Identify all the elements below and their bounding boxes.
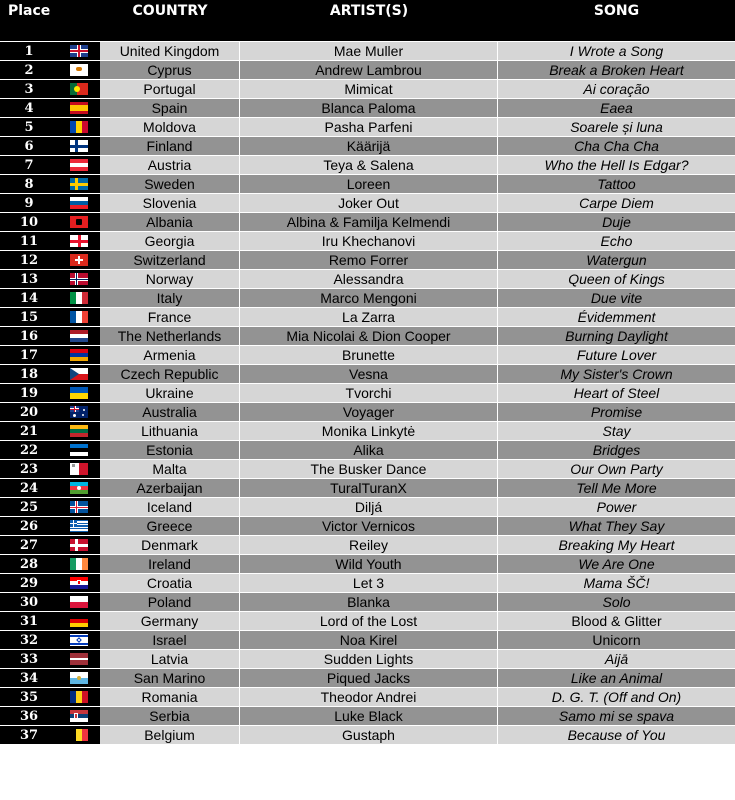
- song-cell: Bridges: [592, 442, 641, 458]
- flag-denmark-icon: [70, 539, 88, 551]
- place-cell: 13: [0, 270, 58, 288]
- place-cell: 30: [0, 593, 58, 611]
- flag-cell: [58, 137, 100, 155]
- flag-uk-icon: [70, 45, 88, 57]
- artist-cell: Loreen: [240, 175, 498, 193]
- table-row: [0, 269, 735, 288]
- flag-portugal-icon: [70, 83, 88, 95]
- place-cell: 23: [0, 460, 58, 478]
- flag-poland-icon: [70, 596, 88, 608]
- table-row: [0, 174, 735, 193]
- country-cell: Germany: [100, 612, 240, 630]
- place-cell: 6: [0, 137, 58, 155]
- table-row: [0, 193, 735, 212]
- song-cell: Like an Animal: [570, 670, 663, 686]
- flag-cell: [58, 346, 100, 364]
- artist-cell: Andrew Lambrou: [240, 61, 498, 79]
- artist-cell: Joker Out: [240, 194, 498, 212]
- song-cell: My Sister's Crown: [560, 366, 673, 382]
- flag-switzerland-icon: [70, 254, 88, 266]
- table-row: [0, 421, 735, 440]
- flag-azerbaijan-icon: [70, 482, 88, 494]
- header-song: SONG: [593, 3, 640, 19]
- flag-cell: [58, 61, 100, 79]
- table-row: [0, 725, 735, 744]
- song-cell: Who the Hell Is Edgar?: [544, 157, 689, 173]
- flag-cell: [58, 156, 100, 174]
- flag-cell: [58, 422, 100, 440]
- flag-sweden-icon: [70, 178, 88, 190]
- table-row: [0, 611, 735, 630]
- artist-cell: Iru Khechanovi: [240, 232, 498, 250]
- flag-romania-icon: [70, 691, 88, 703]
- artist-cell: Lord of the Lost: [240, 612, 498, 630]
- flag-cell: [58, 251, 100, 269]
- table-row: [0, 630, 735, 649]
- place-cell: 17: [0, 346, 58, 364]
- header-flag: [58, 0, 100, 22]
- song-cell: Mama ŠČ!: [583, 575, 650, 591]
- artist-cell: The Busker Dance: [240, 460, 498, 478]
- artist-cell: Monika Linkytė: [240, 422, 498, 440]
- place-cell: 37: [0, 726, 58, 744]
- table-row: [0, 41, 735, 60]
- flag-serbia-icon: [70, 710, 88, 722]
- table-row: [0, 706, 735, 725]
- artist-cell: Victor Vernicos: [240, 517, 498, 535]
- country-cell: Slovenia: [100, 194, 240, 212]
- artist-cell: Mia Nicolai & Dion Cooper: [240, 327, 498, 345]
- flag-israel-icon: [70, 634, 88, 646]
- flag-cell: [58, 289, 100, 307]
- flag-cell: [58, 42, 100, 60]
- header-country: COUNTRY: [132, 3, 208, 19]
- table-row: [0, 554, 735, 573]
- flag-san-marino-icon: [70, 672, 88, 684]
- table-row: [0, 231, 735, 250]
- artist-cell: Sudden Lights: [240, 650, 498, 668]
- artist-cell: Voyager: [240, 403, 498, 421]
- flag-cell: [58, 80, 100, 98]
- song-cell: Because of You: [567, 727, 666, 743]
- song-cell: Eaea: [600, 100, 633, 116]
- flag-cell: [58, 327, 100, 345]
- artist-cell: Noa Kirel: [240, 631, 498, 649]
- flag-cell: [58, 650, 100, 668]
- table-row: [0, 573, 735, 592]
- flag-italy-icon: [70, 292, 88, 304]
- flag-cell: [58, 403, 100, 421]
- place-cell: 9: [0, 194, 58, 212]
- table-body: [0, 41, 735, 744]
- table-row: [0, 155, 735, 174]
- place-cell: 2: [0, 61, 58, 79]
- table-row: [0, 402, 735, 421]
- place-cell: 34: [0, 669, 58, 687]
- place-cell: 4: [0, 99, 58, 117]
- country-cell: Croatia: [100, 574, 240, 592]
- country-cell: France: [100, 308, 240, 326]
- song-cell: Carpe Diem: [579, 195, 654, 211]
- song-cell: Echo: [600, 233, 633, 249]
- flag-cell: [58, 232, 100, 250]
- table-row: [0, 440, 735, 459]
- artist-cell: TuralTuranX: [240, 479, 498, 497]
- flag-cell: [58, 118, 100, 136]
- place-cell: 25: [0, 498, 58, 516]
- song-cell: Tattoo: [597, 176, 636, 192]
- song-cell: Break a Broken Heart: [549, 62, 684, 78]
- country-cell: Belgium: [100, 726, 240, 744]
- header-artists: ARTIST(S): [329, 3, 409, 19]
- flag-armenia-icon: [70, 349, 88, 361]
- place-cell: 16: [0, 327, 58, 345]
- place-cell: 11: [0, 232, 58, 250]
- artist-cell: Reiley: [240, 536, 498, 554]
- song-cell: Blood & Glitter: [571, 613, 662, 629]
- flag-lithuania-icon: [70, 425, 88, 437]
- table-row: [0, 345, 735, 364]
- flag-finland-icon: [70, 140, 88, 152]
- place-cell: 1: [0, 42, 58, 60]
- table-row: [0, 516, 735, 535]
- flag-ukraine-icon: [70, 387, 88, 399]
- flag-ireland-icon: [70, 558, 88, 570]
- table-row: [0, 326, 735, 345]
- artist-cell: Remo Forrer: [240, 251, 498, 269]
- flag-austria-icon: [70, 159, 88, 171]
- country-cell: Estonia: [100, 441, 240, 459]
- table-row: [0, 307, 735, 326]
- flag-cell: [58, 574, 100, 592]
- country-cell: Malta: [100, 460, 240, 478]
- country-cell: San Marino: [100, 669, 240, 687]
- flag-croatia-icon: [70, 577, 88, 589]
- song-cell: Breaking My Heart: [558, 537, 675, 553]
- country-cell: United Kingdom: [100, 42, 240, 60]
- table-row: [0, 98, 735, 117]
- artist-cell: Wild Youth: [240, 555, 498, 573]
- country-cell: Lithuania: [100, 422, 240, 440]
- flag-czech-icon: [70, 368, 88, 380]
- artist-cell: Luke Black: [240, 707, 498, 725]
- country-cell: Iceland: [100, 498, 240, 516]
- table-row: [0, 250, 735, 269]
- flag-cell: [58, 270, 100, 288]
- flag-cell: [58, 555, 100, 573]
- table-row: [0, 497, 735, 516]
- flag-cell: [58, 384, 100, 402]
- flag-belgium-icon: [70, 729, 88, 741]
- flag-australia-icon: [70, 406, 88, 418]
- flag-cell: [58, 669, 100, 687]
- place-cell: 33: [0, 650, 58, 668]
- place-cell: 27: [0, 536, 58, 554]
- country-cell: Israel: [100, 631, 240, 649]
- place-cell: 36: [0, 707, 58, 725]
- country-cell: Georgia: [100, 232, 240, 250]
- country-cell: Sweden: [100, 175, 240, 193]
- place-cell: 7: [0, 156, 58, 174]
- flag-cell: [58, 707, 100, 725]
- country-cell: The Netherlands: [100, 327, 240, 345]
- place-cell: 18: [0, 365, 58, 383]
- artist-cell: Piqued Jacks: [240, 669, 498, 687]
- flag-cell: [58, 213, 100, 231]
- place-cell: 28: [0, 555, 58, 573]
- country-cell: Romania: [100, 688, 240, 706]
- country-cell: Ireland: [100, 555, 240, 573]
- artist-cell: Marco Mengoni: [240, 289, 498, 307]
- flag-cell: [58, 517, 100, 535]
- place-cell: 8: [0, 175, 58, 193]
- flag-cell: [58, 479, 100, 497]
- song-cell: I Wrote a Song: [569, 43, 664, 59]
- place-cell: 26: [0, 517, 58, 535]
- song-cell: Aijā: [604, 651, 629, 667]
- country-cell: Spain: [100, 99, 240, 117]
- artist-cell: Teya & Salena: [240, 156, 498, 174]
- artist-cell: Gustaph: [240, 726, 498, 744]
- flag-norway-icon: [70, 273, 88, 285]
- artist-cell: Brunette: [240, 346, 498, 364]
- country-cell: Serbia: [100, 707, 240, 725]
- flag-cell: [58, 688, 100, 706]
- country-cell: Australia: [100, 403, 240, 421]
- artist-cell: Let 3: [240, 574, 498, 592]
- artist-cell: Mimicat: [240, 80, 498, 98]
- artist-cell: Albina & Familja Kelmendi: [240, 213, 498, 231]
- artist-cell: Theodor Andrei: [240, 688, 498, 706]
- song-cell: Ai coração: [583, 81, 650, 97]
- header-spacer: [0, 22, 735, 41]
- country-cell: Albania: [100, 213, 240, 231]
- flag-estonia-icon: [70, 444, 88, 456]
- place-cell: 15: [0, 308, 58, 326]
- table-row: [0, 478, 735, 497]
- flag-cell: [58, 441, 100, 459]
- table-row: [0, 535, 735, 554]
- song-cell: Unicorn: [592, 632, 641, 648]
- table-row: [0, 687, 735, 706]
- flag-iceland-icon: [70, 501, 88, 513]
- country-cell: Ukraine: [100, 384, 240, 402]
- table-row: [0, 79, 735, 98]
- artist-cell: Blanca Paloma: [240, 99, 498, 117]
- song-cell: Future Lover: [576, 347, 657, 363]
- table-row: [0, 60, 735, 79]
- song-cell: Promise: [590, 404, 643, 420]
- flag-cell: [58, 498, 100, 516]
- song-cell: Our Own Party: [570, 461, 663, 477]
- table-row: [0, 364, 735, 383]
- header-place: Place: [8, 3, 51, 19]
- song-cell: Évidemment: [577, 309, 656, 325]
- flag-cell: [58, 593, 100, 611]
- table-row: [0, 649, 735, 668]
- place-cell: 12: [0, 251, 58, 269]
- flag-georgia-icon: [70, 235, 88, 247]
- song-cell: Burning Daylight: [565, 328, 668, 344]
- song-cell: D. G. T. (Off and On): [551, 689, 682, 705]
- table-row: [0, 288, 735, 307]
- country-cell: Switzerland: [100, 251, 240, 269]
- country-cell: Azerbaijan: [100, 479, 240, 497]
- flag-malta-icon: [70, 463, 88, 475]
- country-cell: Denmark: [100, 536, 240, 554]
- place-cell: 14: [0, 289, 58, 307]
- place-cell: 22: [0, 441, 58, 459]
- table-row: [0, 117, 735, 136]
- country-cell: Greece: [100, 517, 240, 535]
- song-cell: Samo mi se spava: [558, 708, 675, 724]
- place-cell: 5: [0, 118, 58, 136]
- artist-cell: Alika: [240, 441, 498, 459]
- table-row: [0, 459, 735, 478]
- flag-latvia-icon: [70, 653, 88, 665]
- country-cell: Moldova: [100, 118, 240, 136]
- flag-cell: [58, 175, 100, 193]
- song-cell: What They Say: [568, 518, 665, 534]
- artist-cell: Mae Muller: [240, 42, 498, 60]
- artist-cell: Blanka: [240, 593, 498, 611]
- place-cell: 29: [0, 574, 58, 592]
- flag-germany-icon: [70, 615, 88, 627]
- artist-cell: La Zarra: [240, 308, 498, 326]
- song-cell: Soarele și luna: [570, 119, 663, 135]
- flag-france-icon: [70, 311, 88, 323]
- country-cell: Italy: [100, 289, 240, 307]
- country-cell: Czech Republic: [100, 365, 240, 383]
- artist-cell: Vesna: [240, 365, 498, 383]
- place-cell: 10: [0, 213, 58, 231]
- flag-cyprus-icon: [70, 64, 88, 76]
- place-cell: 32: [0, 631, 58, 649]
- table-row: [0, 668, 735, 687]
- table-row: [0, 592, 735, 611]
- country-cell: Armenia: [100, 346, 240, 364]
- place-cell: 3: [0, 80, 58, 98]
- flag-slovenia-icon: [70, 197, 88, 209]
- country-cell: Austria: [100, 156, 240, 174]
- artist-cell: Käärijä: [240, 137, 498, 155]
- song-cell: Due vite: [590, 290, 643, 306]
- table-row: [0, 212, 735, 231]
- place-cell: 19: [0, 384, 58, 402]
- flag-cell: [58, 612, 100, 630]
- country-cell: Norway: [100, 270, 240, 288]
- artist-cell: Pasha Parfeni: [240, 118, 498, 136]
- flag-greece-icon: [70, 520, 88, 532]
- song-cell: Watergun: [586, 252, 647, 268]
- flag-cell: [58, 631, 100, 649]
- flag-cell: [58, 365, 100, 383]
- place-cell: 21: [0, 422, 58, 440]
- flag-cell: [58, 536, 100, 554]
- song-cell: Tell Me More: [576, 480, 657, 496]
- country-cell: Cyprus: [100, 61, 240, 79]
- artist-cell: Tvorchi: [240, 384, 498, 402]
- song-cell: Heart of Steel: [573, 385, 660, 401]
- flag-cell: [58, 726, 100, 744]
- flag-cell: [58, 460, 100, 478]
- country-cell: Portugal: [100, 80, 240, 98]
- song-cell: Power: [596, 499, 637, 515]
- song-cell: Queen of Kings: [568, 271, 665, 287]
- flag-albania-icon: [70, 216, 88, 228]
- artist-cell: Alessandra: [240, 270, 498, 288]
- flag-netherlands-icon: [70, 330, 88, 342]
- place-cell: 31: [0, 612, 58, 630]
- country-cell: Latvia: [100, 650, 240, 668]
- song-cell: Solo: [602, 594, 631, 610]
- table-row: [0, 383, 735, 402]
- artist-cell: Diljá: [240, 498, 498, 516]
- table-header: [0, 0, 735, 22]
- place-cell: 20: [0, 403, 58, 421]
- song-cell: Cha Cha Cha: [574, 138, 659, 154]
- place-cell: 24: [0, 479, 58, 497]
- flag-cell: [58, 308, 100, 326]
- country-cell: Poland: [100, 593, 240, 611]
- flag-cell: [58, 99, 100, 117]
- flag-cell: [58, 194, 100, 212]
- table-row: [0, 136, 735, 155]
- song-cell: We Are One: [578, 556, 655, 572]
- country-cell: Finland: [100, 137, 240, 155]
- place-cell: 35: [0, 688, 58, 706]
- song-cell: Stay: [602, 423, 631, 439]
- flag-spain-icon: [70, 102, 88, 114]
- song-cell: Duje: [602, 214, 631, 230]
- flag-moldova-icon: [70, 121, 88, 133]
